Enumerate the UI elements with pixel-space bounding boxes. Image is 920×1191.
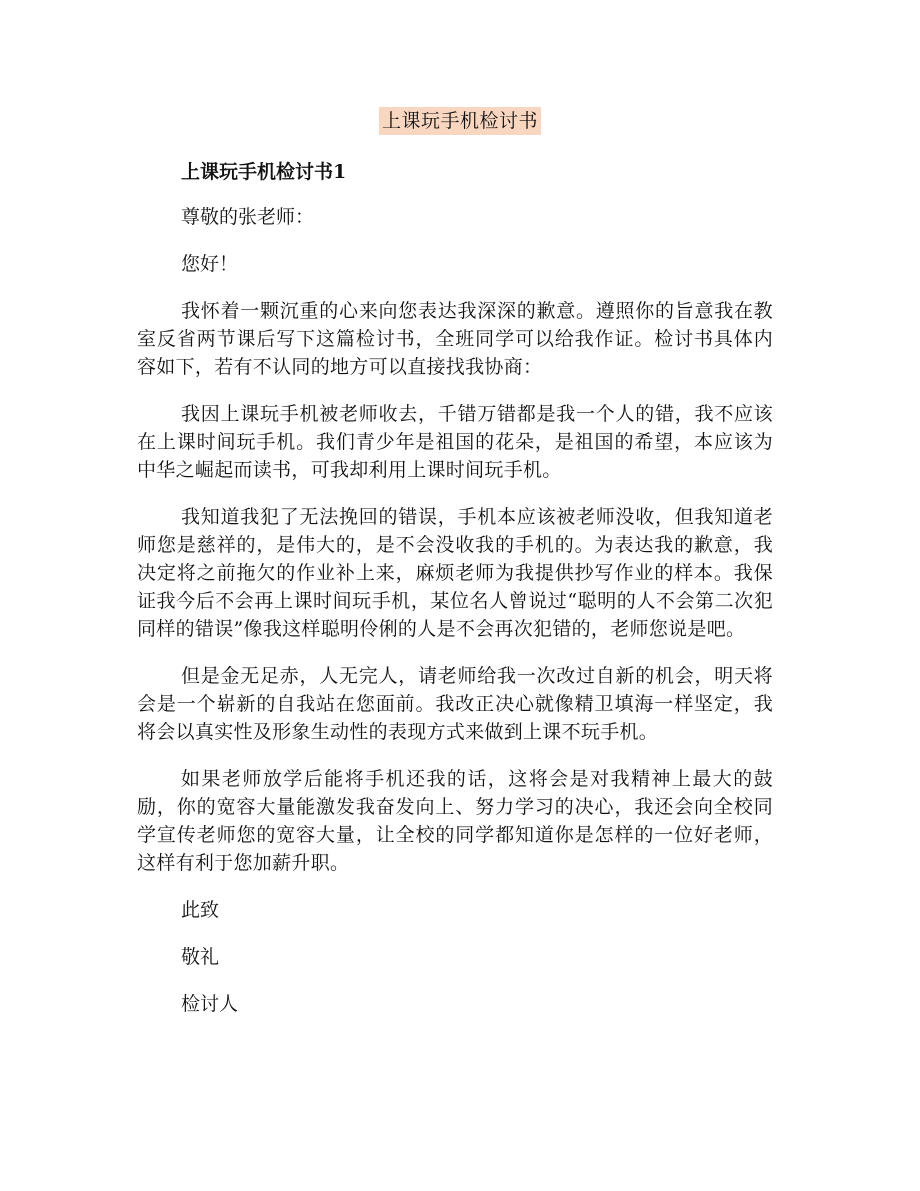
section-title: 上课玩手机检讨书1 — [181, 161, 347, 183]
document-title-container — [0, 107, 920, 135]
paragraph: 我知道我犯了无法挽回的错误，手机本应该被老师没收，但我知道老师您是慈祥的，是伟大的，是不会没收我的手机的。为表达我的歉意，我决定将之前拖欠的作业补上来，麻烦老师为我提供抄写作业的样本。我保证我今后不会再上课时间玩手机，某位名人曾说过“聪明的人不会第二次犯同样的错误”像我这样聪明伶俐的人是不会再次犯错的，老师您说是吧。 — [137, 506, 773, 640]
closing-line-2: 敬礼 — [181, 946, 220, 968]
signature-label: 检讨人 — [181, 993, 239, 1015]
paragraph: 我因上课玩手机被老师收去，千错万错都是我一个人的错，我不应该在上课时间玩手机。我们青少年是祖国的花朵，是祖国的希望，本应该为中华之崛起而读书，可我却利用上课时间玩手机。 — [137, 403, 773, 481]
document-body — [137, 156, 773, 1037]
paragraph: 如果老师放学后能将手机还我的话，这将会是对我精神上最大的鼓励，你的宽容大量能激发我奋发向上、努力学习的决心，我还会向全校同学宣传老师您的宽容大量，让全校的同学都知道你是怎样的一位好老师，这样有利于您加薪升职。 — [137, 768, 773, 874]
salutation: 尊敬的张老师： — [181, 206, 315, 228]
closing-line-1: 此致 — [181, 899, 220, 921]
paragraph: 我怀着一颗沉重的心来向您表达我深深的歉意。遵照你的旨意我在教室反省两节课后写下这篇检讨书，全班同学可以给我作证。检讨书具体内容如下，若有不认同的地方可以直接找我协商： — [137, 300, 773, 378]
paragraph: 但是金无足赤，人无完人，请老师给我一次改过自新的机会，明天将会是一个崭新的自我站在您面前。我改正决心就像精卫填海一样坚定，我将会以真实性及形象生动性的表现方式来做到上课不玩手机。 — [137, 665, 773, 743]
document-title: 上课玩手机检讨书 — [379, 107, 541, 135]
greeting: 您好！ — [181, 253, 239, 275]
